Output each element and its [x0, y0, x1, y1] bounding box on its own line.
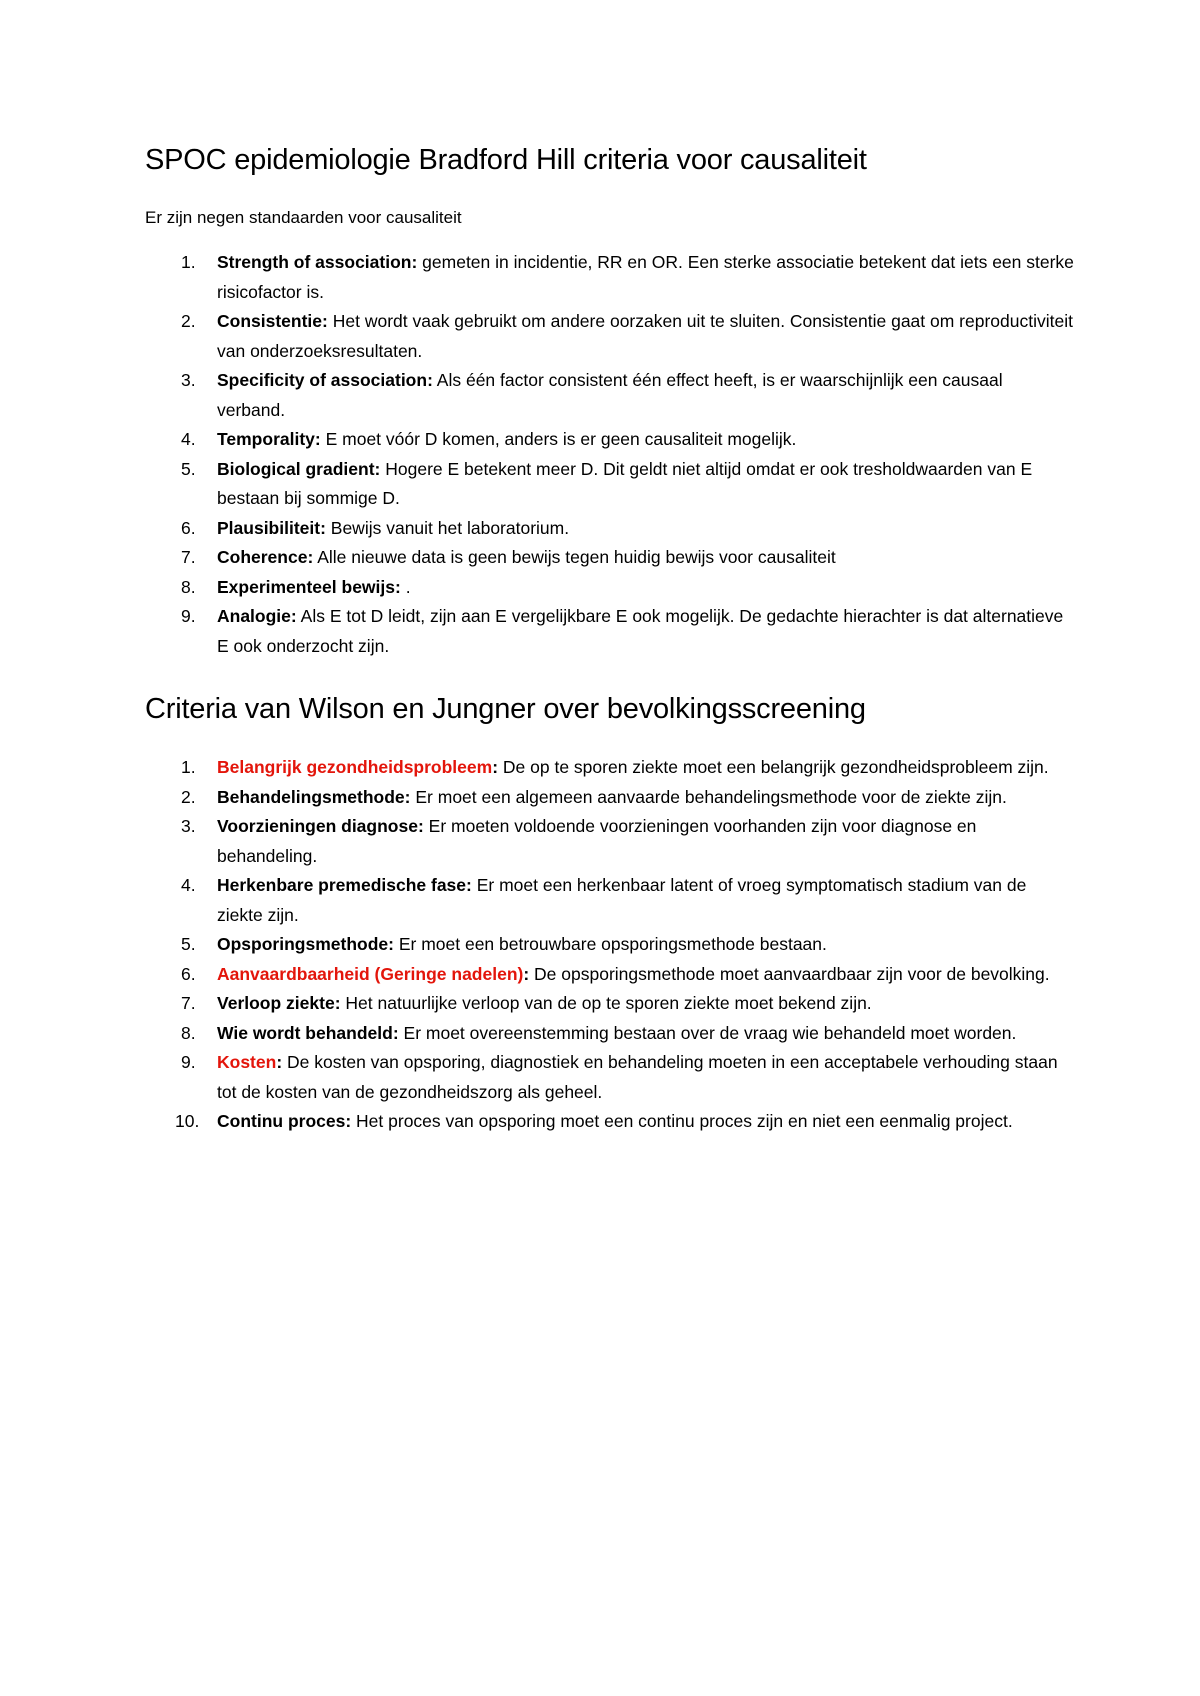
list-item: 1. Belangrijk gezondheidsprobleem: De op te sporen ziekte moet een belangrijk gezondheidsprobleem zijn.	[145, 753, 1075, 783]
item-text: Er moet een algemeen aanvaarde behandelingsmethode voor de ziekte zijn.	[415, 786, 1007, 807]
list-item: 2. Consistentie: Het wordt vaak gebruikt om andere oorzaken uit te sluiten. Consistentie gaat om reproductiviteit van onderzoeksresultaten.	[145, 307, 1075, 366]
item-text: De kosten van opsporing, diagnostiek en behandeling moeten in een acceptabele verhouding staan tot de kosten van de gezondheidszorg als geheel.	[217, 1052, 1058, 1102]
item-text: Er moet een herkenbaar latent of vroeg symptomatisch stadium van de ziekte zijn.	[217, 875, 1027, 925]
item-number: 7.	[181, 547, 196, 567]
item-text: Er moet overeenstemming bestaan over de vraag wie behandeld moet worden.	[403, 1022, 1017, 1043]
item-term: Experimenteel bewijs	[217, 576, 395, 597]
item-text: Er moet een betrouwbare opsporingsmethode bestaan.	[398, 934, 827, 954]
item-number: 2.	[181, 311, 196, 331]
item-term: Continu proces	[217, 1111, 346, 1131]
section-heading: Criteria van Wilson en Jungner over bevolkingsscreening	[145, 693, 866, 725]
item-term: Coherence	[217, 547, 308, 567]
list-item: 6. Plausibiliteit: Bewijs vanuit het laboratorium.	[145, 514, 1075, 544]
item-text: Het proces van opsporing moet een continu proces zijn en niet een eenmalig project.	[356, 1111, 1013, 1131]
list-item: 2. Behandelingsmethode: Er moet een algemeen aanvaarde behandelingsmethode voor de ziekte zijn.	[145, 783, 1075, 813]
item-number: 10.	[175, 1111, 200, 1131]
item-term: Consistentie	[217, 311, 323, 331]
item-number: 1.	[181, 252, 196, 272]
item-number: 2.	[181, 786, 196, 807]
list-item: 5. Opsporingsmethode: Er moet een betrouwbare opsporingsmethode bestaan.	[145, 930, 1075, 960]
item-number: 8.	[181, 576, 196, 597]
item-term: Opsporingsmethode	[217, 934, 389, 954]
item-text: Het wordt vaak gebruikt om andere oorzaken uit te sluiten. Consistentie gaat om reproductiviteit van onderzoeksresultaten.	[217, 311, 1073, 361]
item-number: 9.	[181, 1052, 196, 1072]
item-number: 5.	[181, 458, 196, 479]
document-page	[145, 140, 1075, 1165]
document-title: SPOC epidemiologie Bradford Hill criteria voor causaliteit	[145, 144, 867, 176]
item-text: Als E tot D leidt, zijn aan E vergelijkbare E ook mogelijk. De gedachte hierachter is dat alternatieve E ook onderzocht zijn.	[217, 606, 1064, 656]
item-number: 1.	[181, 757, 196, 777]
item-number: 9.	[181, 606, 196, 626]
item-term: Herkenbare premedische fase	[217, 875, 467, 895]
list-item: 5. Biological gradient: Hogere E betekent meer D. Dit geldt niet altijd omdat er ook tresholdwaarden van E bestaan bij sommige D.	[145, 455, 1075, 514]
list-item: 7. Verloop ziekte: Het natuurlijke verloop van de op te sporen ziekte moet bekend zijn.	[145, 989, 1075, 1019]
item-text: Er moeten voldoende voorzieningen voorhanden zijn voor diagnose en behandeling.	[217, 816, 977, 866]
item-term: Strength of association	[217, 252, 412, 272]
bradford-hill-list	[145, 248, 1075, 661]
item-text: E moet vóór D komen, anders is er geen causaliteit mogelijk.	[325, 429, 797, 449]
item-text: .	[405, 576, 411, 597]
list-item: 7. Coherence: Alle nieuwe data is geen bewijs tegen huidig bewijs voor causaliteit	[145, 543, 1075, 573]
intro-text: Er zijn negen standaarden voor causaliteit	[145, 208, 462, 227]
list-item: 3. Voorzieningen diagnose: Er moeten voldoende voorzieningen voorhanden zijn voor diagnose en behandeling.	[145, 812, 1075, 871]
item-text: Hogere E betekent meer D. Dit geldt niet altijd omdat er ook tresholdwaarden van E bestaan bij sommige D.	[217, 458, 1033, 508]
item-text: De opsporingsmethode moet aanvaardbaar zijn voor de bevolking.	[534, 963, 1050, 984]
item-text: De op te sporen ziekte moet een belangrijk gezondheidsprobleem zijn.	[502, 757, 1049, 777]
list-item: 9. Analogie: Als E tot D leidt, zijn aan E vergelijkbare E ook mogelijk. De gedachte hierachter is dat alternatieve E ook onderzocht zijn.	[145, 602, 1075, 661]
item-term: Wie wordt behandeld	[217, 1022, 393, 1043]
item-term: Temporality	[217, 429, 315, 449]
list-item: 1. Strength of association: gemeten in incidentie, RR en OR. Een sterke associatie betekent dat iets een sterke risicofactor is.	[145, 248, 1075, 307]
item-term: Behandelingsmethode	[217, 786, 405, 807]
list-item: 8. Wie wordt behandeld: Er moet overeenstemming bestaan over de vraag wie behandeld moet worden.	[145, 1019, 1075, 1049]
list-item: 4. Herkenbare premedische fase: Er moet een herkenbaar latent of vroeg symptomatisch stadium van de ziekte zijn.	[145, 871, 1075, 930]
item-number: 8.	[181, 1022, 196, 1043]
item-number: 6.	[181, 963, 196, 984]
wilson-jungner-list	[145, 753, 1075, 1137]
item-text: Als één factor consistent één effect heeft, is er waarschijnlijk een causaal verband.	[217, 370, 1003, 420]
list-item: 6. Aanvaardbaarheid (Geringe nadelen): De opsporingsmethode moet aanvaardbaar zijn voor de bevolking.	[145, 960, 1075, 990]
item-number: 3.	[181, 816, 196, 836]
list-item: 9. Kosten: De kosten van opsporing, diagnostiek en behandeling moeten in een acceptabele verhouding staan tot de kosten van de gezondheidszorg als geheel.	[145, 1048, 1075, 1107]
item-term: Verloop ziekte	[217, 993, 335, 1013]
item-term: Analogie	[217, 606, 291, 626]
item-term-highlighted: Kosten	[217, 1052, 277, 1072]
item-number: 5.	[181, 934, 196, 954]
item-term: Biological gradient	[217, 458, 375, 479]
item-term-highlighted: Belangrijk gezondheidsprobleem	[217, 757, 493, 777]
item-text: Het natuurlijke verloop van de op te sporen ziekte moet bekend zijn.	[345, 993, 872, 1013]
list-item: 3. Specificity of association: Als één factor consistent één effect heeft, is er waarschijnlijk een causaal verband.	[145, 366, 1075, 425]
item-term: Voorzieningen diagnose	[217, 816, 418, 836]
item-number: 4.	[181, 875, 196, 895]
list-item: 8. Experimenteel bewijs: .	[145, 573, 1075, 603]
item-text: gemeten in incidentie, RR en OR. Een sterke associatie betekent dat iets een sterke risicofactor is.	[217, 252, 1074, 302]
list-item: 4. Temporality: E moet vóór D komen, anders is er geen causaliteit mogelijk.	[145, 425, 1075, 455]
item-number: 7.	[181, 993, 196, 1013]
item-term: Specificity of association	[217, 370, 428, 390]
list-item: 10. Continu proces: Het proces van opsporing moet een continu proces zijn en niet een eenmalig project.	[145, 1107, 1075, 1137]
item-number: 3.	[181, 370, 196, 390]
item-term-highlighted: Aanvaardbaarheid (Geringe nadelen)	[217, 963, 524, 984]
item-text: Bewijs vanuit het laboratorium.	[330, 517, 570, 538]
item-text: Alle nieuwe data is geen bewijs tegen huidig bewijs voor causaliteit	[317, 547, 836, 567]
item-number: 4.	[181, 429, 196, 449]
item-term: Plausibiliteit	[217, 517, 321, 538]
item-number: 6.	[181, 517, 196, 538]
